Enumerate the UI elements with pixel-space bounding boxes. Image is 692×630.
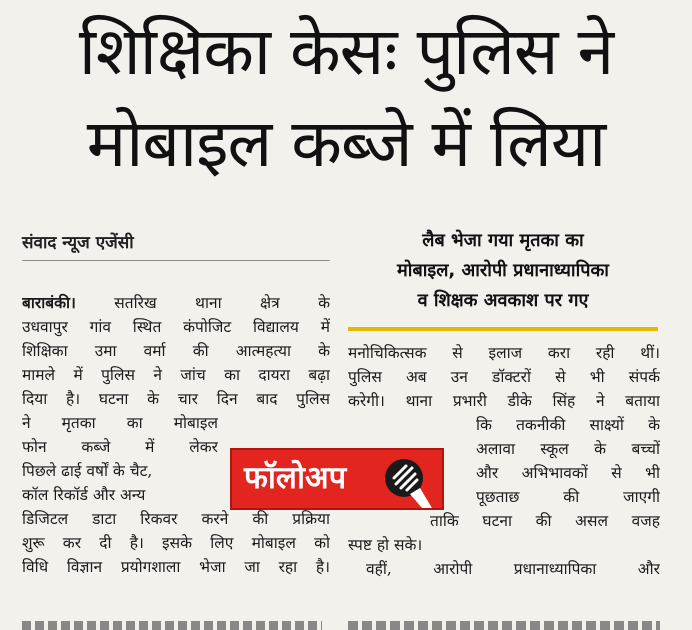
right-line-8: ताकि घटना की असल वजह: [430, 512, 660, 530]
right-line-9: स्पष्ट हो सके।: [348, 536, 423, 554]
subhead-line-1: लैब भेजा गया मृतका का: [422, 230, 584, 251]
followup-badge: [230, 448, 444, 510]
right-line-3: करेगी। थाना प्रभारी डीके सिंह ने बताया: [348, 392, 660, 410]
left-line-3: शिक्षिका उमा वर्मा की आत्महत्या के: [22, 342, 330, 360]
right-line-5: अलावा स्कूल के बच्चों: [476, 440, 660, 458]
right-line-6: और अभिभावकों से भी: [476, 464, 660, 482]
dateline: बाराबंकी।: [22, 293, 76, 312]
left-line-7: फोन कब्जे में लेकर: [22, 438, 218, 456]
headline-line-2: मोबाइल कब्जे में लिया: [86, 105, 606, 182]
right-line-1: मनोचिकित्सक से इलाज करा रही थीं।: [348, 344, 660, 362]
right-line-4: कि तकनीकी साक्ष्यों के: [476, 416, 660, 434]
right-line-10: वहीं, आरोपी प्रधानाध्यापिका और: [366, 560, 660, 578]
headline: [0, 6, 692, 190]
left-line-6: ने मृतका का मोबाइल: [22, 414, 218, 432]
byline: संवाद न्यूज एजेंसी: [22, 233, 134, 253]
subhead-line-2: मोबाइल, आरोपी प्रधानाध्यापिका: [397, 260, 609, 281]
cropped-text-row: [0, 621, 692, 630]
left-line-11: शुरू कर दी है। इसके लिए मोबाइल को: [22, 534, 330, 552]
subhead-line-3: व शिक्षक अवकाश पर गए: [417, 290, 589, 311]
right-line-7: पूछताछ की जाएगी: [476, 488, 660, 506]
subhead-accent-rule: [348, 327, 658, 331]
byline-divider: [22, 260, 330, 261]
subheadline: [348, 226, 658, 316]
left-line-1: बाराबंकी। सतरिख थाना क्षेत्र के: [22, 293, 330, 312]
right-line-2: पुलिस अब उन डॉक्टरों से भी संपर्क: [348, 368, 660, 386]
left-line-9: कॉल रिकॉर्ड और अन्य: [22, 486, 146, 504]
microphone-icon: [380, 456, 432, 508]
followup-badge-label: फॉलोअप: [244, 460, 347, 496]
left-line-10: डिजिटल डाटा रिकवर करने की प्रक्रिया: [22, 510, 330, 528]
left-line-8: पिछले ढाई वर्षों के चैट,: [22, 462, 153, 480]
left-line-5: दिया है। घटना के चार दिन बाद पुलिस: [22, 390, 330, 408]
headline-line-1: शिक्षिका केसः पुलिस ने: [78, 13, 614, 90]
left-line-12: विधि विज्ञान प्रयोगशाला भेजा जा रहा है।: [22, 558, 330, 576]
left-line-4: मामले में पुलिस ने जांच का दायरा बढ़ा: [22, 366, 330, 384]
left-line-2: उधवापुर गांव स्थित कंपोजिट विद्यालय में: [22, 318, 330, 336]
